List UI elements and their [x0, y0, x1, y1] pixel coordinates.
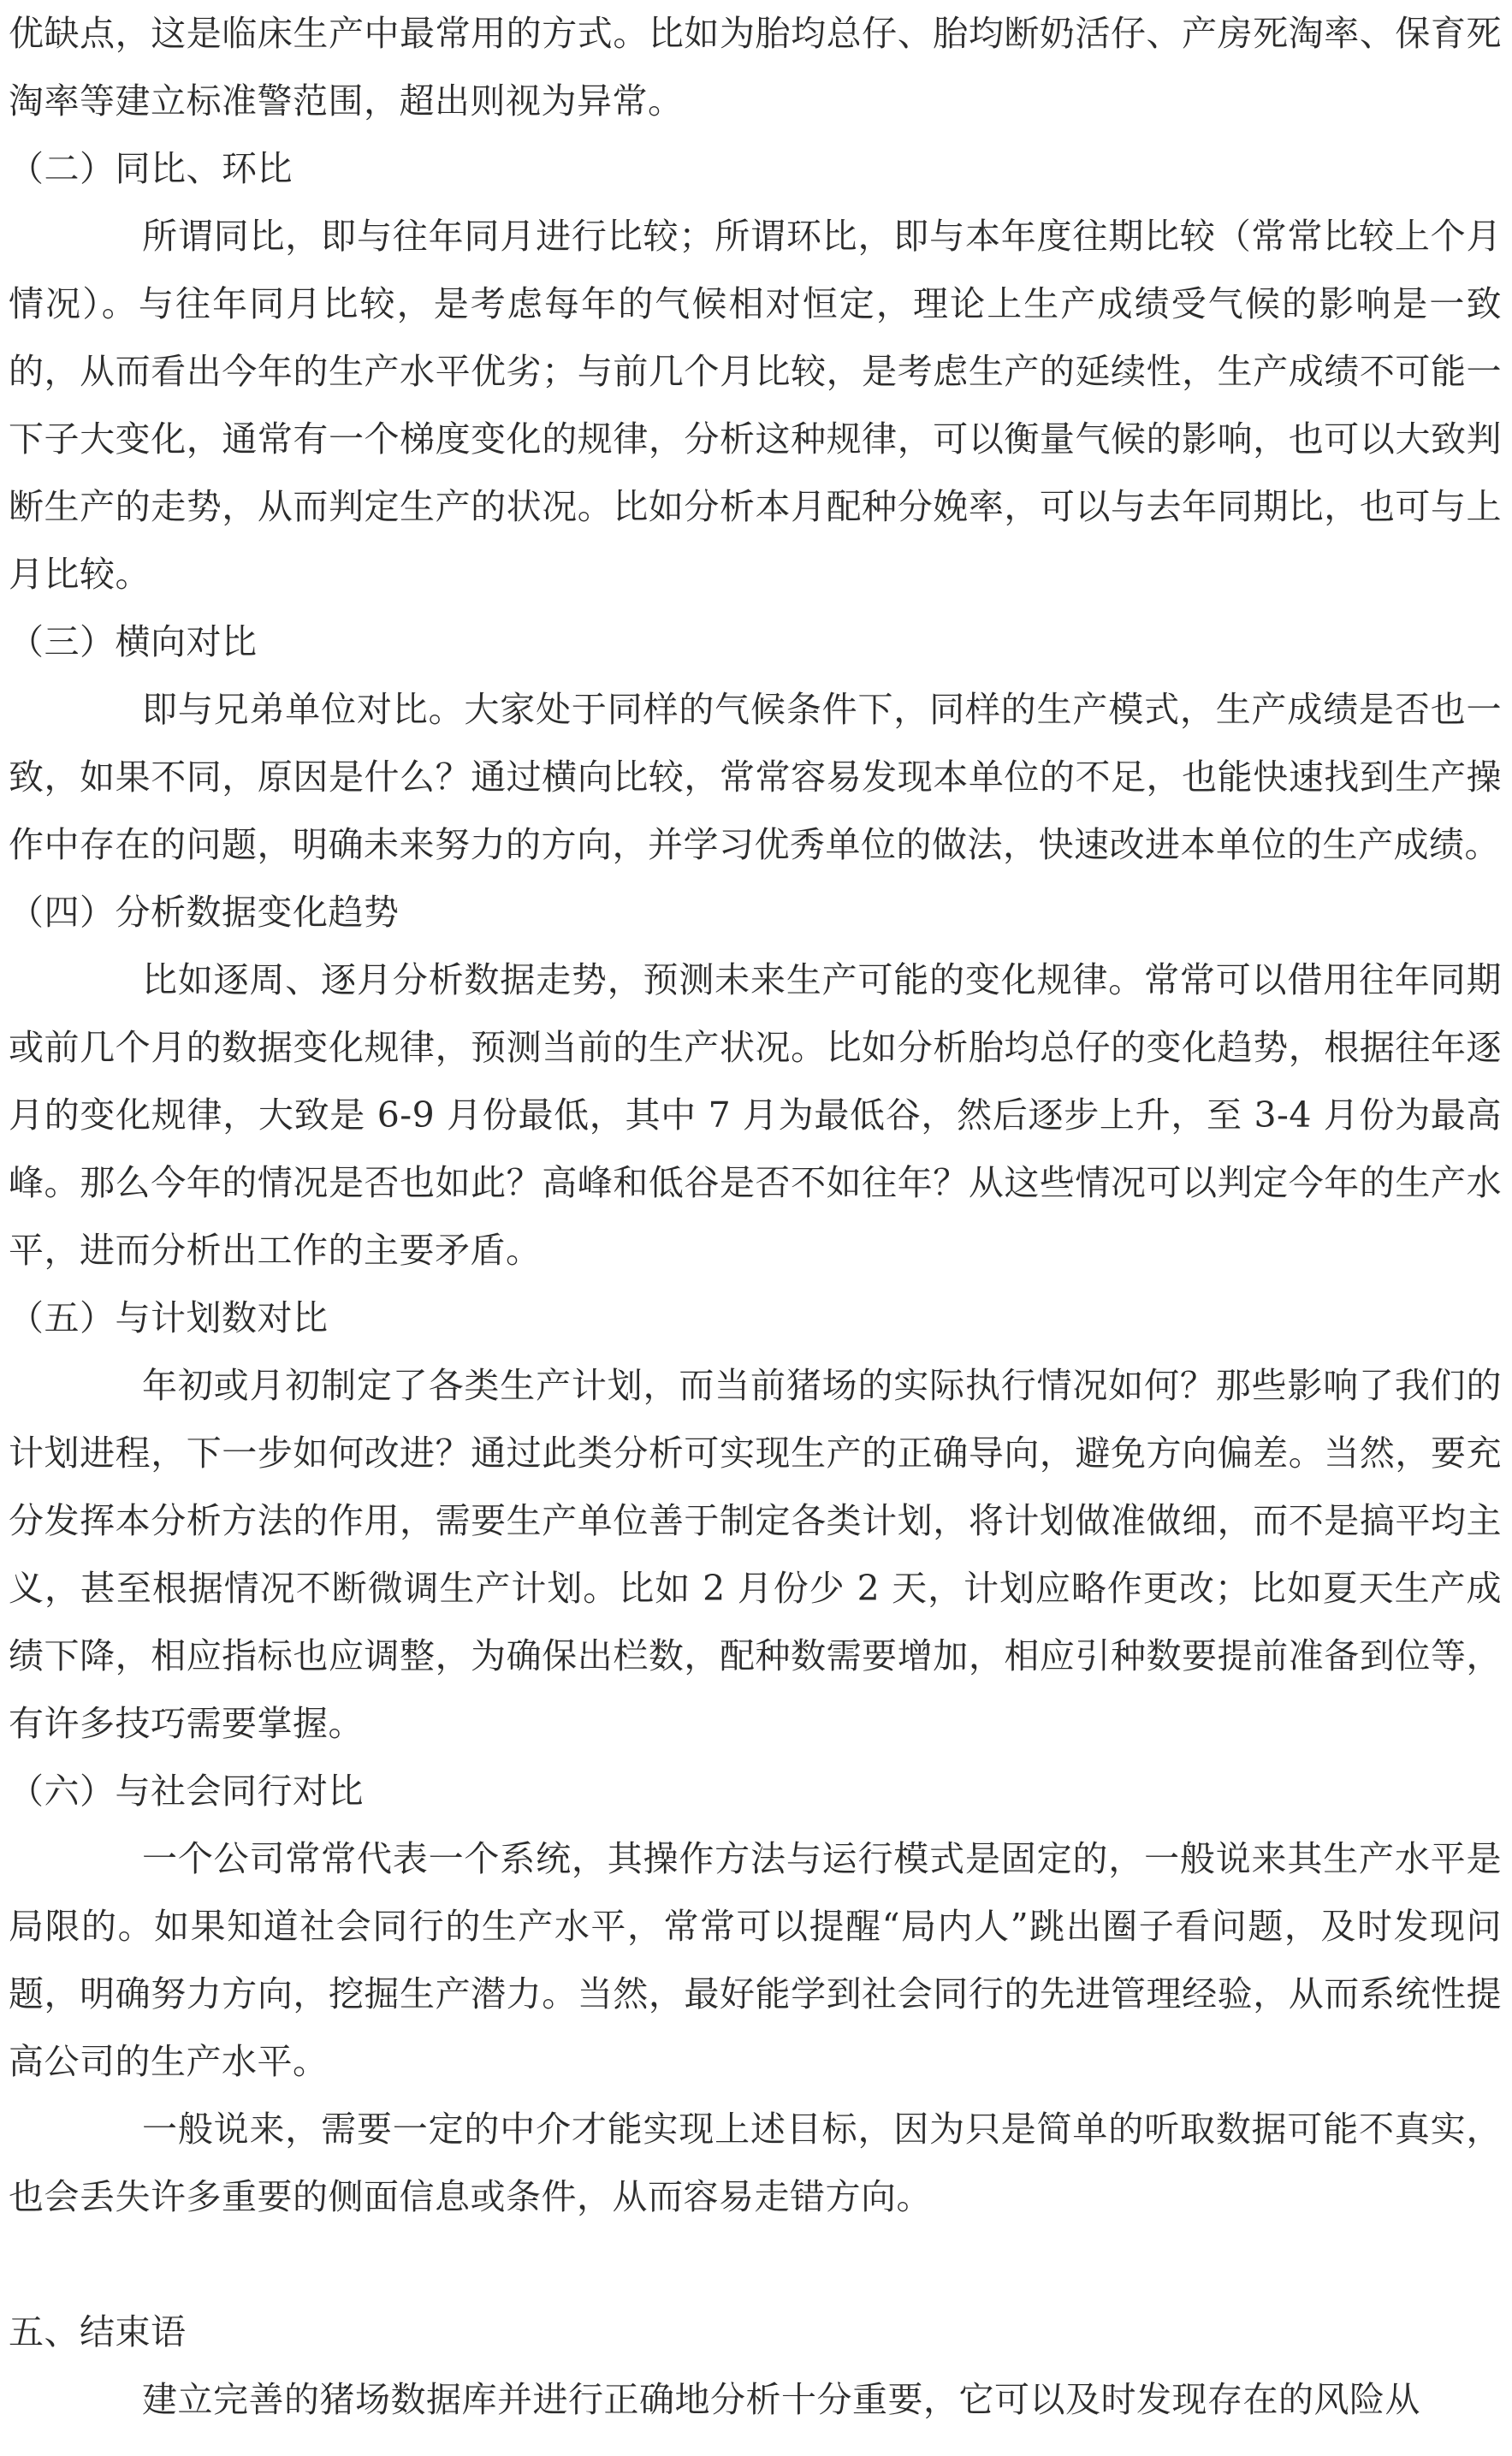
paragraph-conclusion: 建立完善的猪场数据库并进行正确地分析十分重要，它可以及时发现存在的风险从: [142, 2379, 1420, 2420]
section-heading-5: （五）与计划数对比: [9, 1297, 329, 1338]
paragraph-intro: 优缺点，这是临床生产中最常用的方式。比如为胎均总仔、胎均断奶活仔、产房死淘率、保育死淘率等建立标准警范围，超出则视为异常。: [9, 13, 1502, 122]
paragraph-intermediary: 一般说来，需要一定的中介才能实现上述目标，因为只是简单的听取数据可能不真实，也会丢失许多重要的侧面信息或条件，从而容易走错方向。: [9, 2109, 1502, 2217]
paragraph-trend: 比如逐周、逐月分析数据走势，预测未来生产可能的变化规律。常常可以借用往年同期或前几个月的数据变化规律，预测当前的生产状况。比如分析胎均总仔的变化趋势，根据往年逐月的变化规律，大致是 6-9 月份最低，其中 7 月为最低谷，然后逐步上升，至 3-4 月份为最高峰。那么今年的情况是否也如此？高峰和低谷是否不如往年？从这些情况可以判定今年的生产水平，进而分析出工作的主要矛盾。: [9, 959, 1502, 1271]
section-heading-conclusion: 五、结束语: [9, 2311, 187, 2352]
paragraph-yoy-mom: 所谓同比，即与往年同月进行比较；所谓环比，即与本年度往期比较（常常比较上个月情况）。与往年同月比较，是考虑每年的气候相对恒定，理论上生产成绩受气候的影响是一致的，从而看出今年的生产水平优劣；与前几个月比较，是考虑生产的延续性，生产成绩不可能一下子大变化，通常有一个梯度变化的规律，分析这种规律，可以衡量气候的影响，也可以大致判断生产的走势，从而判定生产的状况。比如分析本月配种分娩率，可以与去年同期比，也可与上月比较。: [9, 216, 1502, 595]
section-heading-6: （六）与社会同行对比: [9, 1771, 364, 1812]
paragraph-peers: 一个公司常常代表一个系统，其操作方法与运行模式是固定的，一般说来其生产水平是局限的。如果知道社会同行的生产水平，常常可以提醒“局内人”跳出圈子看问题，及时发现问题，明确努力方向，挖掘生产潜力。当然，最好能学到社会同行的先进管理经验，从而系统性提高公司的生产水平。: [9, 1838, 1502, 2082]
blank-line: [9, 2231, 1502, 2299]
paragraph-plan: 年初或月初制定了各类生产计划，而当前猪场的实际执行情况如何？那些影响了我们的计划进程，下一步如何改进？通过此类分析可实现生产的正确导向，避免方向偏差。当然，要充分发挥本分析方法的作用，需要生产单位善于制定各类计划，将计划做准做细，而不是搞平均主义，甚至根据情况不断微调生产计划。比如 2 月份少 2 天，计划应略作更改；比如夏天生产成绩下降，相应指标也应调整，为确保出栏数，配种数需要增加，相应引种数要提前准备到位等，有许多技巧需要掌握。: [9, 1365, 1502, 1744]
section-heading-2: （二）同比、环比: [9, 148, 293, 189]
document-page: [9, 0, 1502, 2434]
section-heading-4: （四）分析数据变化趋势: [9, 892, 400, 933]
section-heading-3: （三）横向对比: [9, 621, 258, 662]
paragraph-horizontal: 即与兄弟单位对比。大家处于同样的气候条件下，同样的生产模式，生产成绩是否也一致，如果不同，原因是什么？通过横向比较，常常容易发现本单位的不足，也能快速找到生产操作中存在的问题，明确未来努力的方向，并学习优秀单位的做法，快速改进本单位的生产成绩。: [9, 689, 1502, 865]
